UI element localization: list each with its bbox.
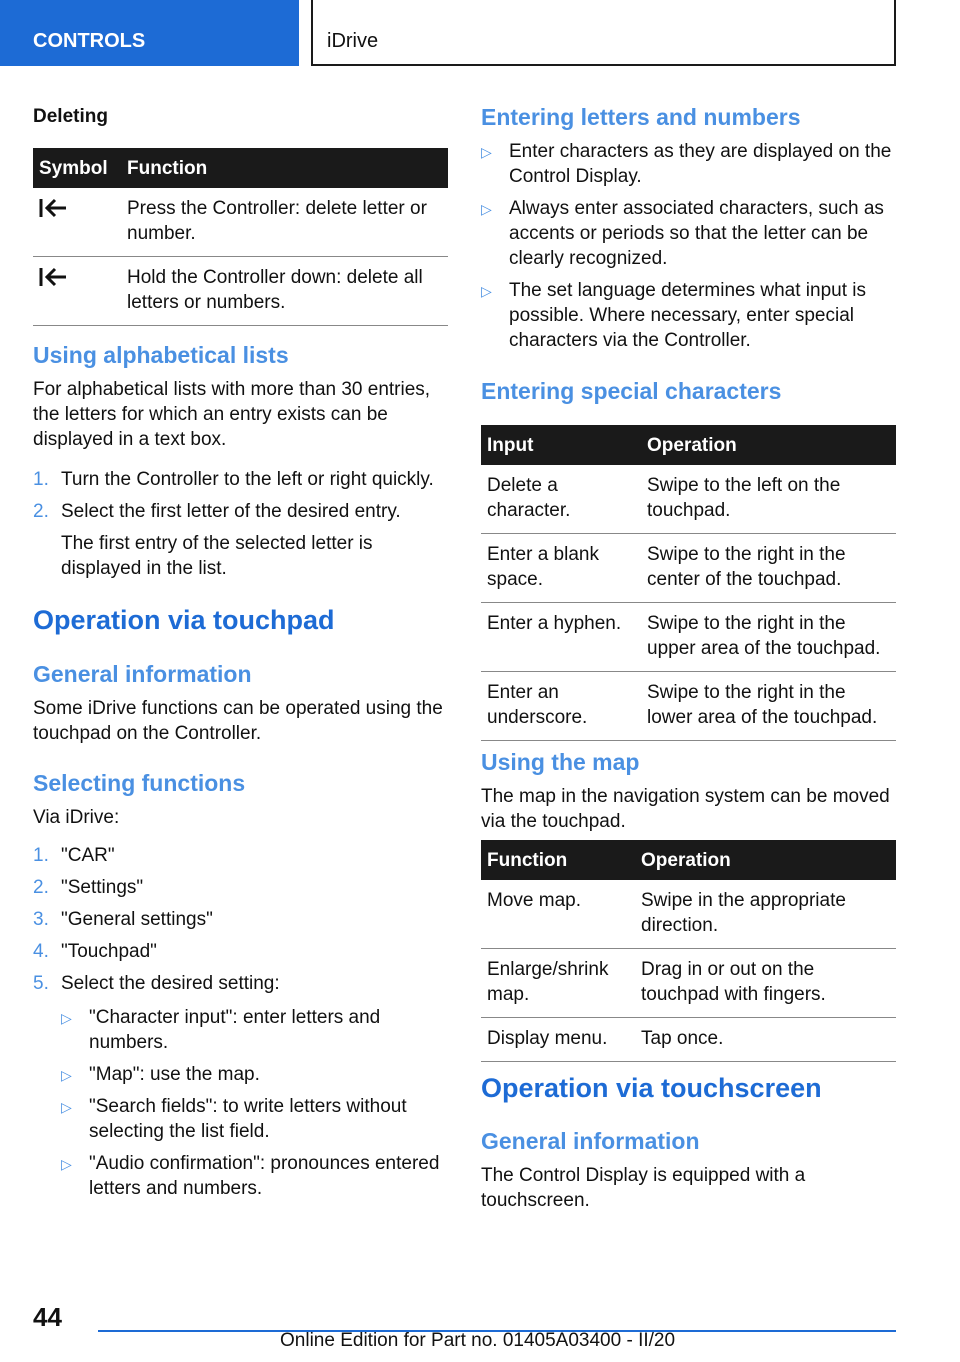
function-cell: Move map. — [481, 880, 635, 949]
list-item: ▷ Enter characters as they are displayed on the Control Display. — [481, 141, 892, 187]
delete-icon — [33, 188, 121, 257]
touchpad-general-text: Some iDrive functions can be operated using the touchpad on the Controller. — [33, 698, 443, 744]
column-header-input: Input — [481, 425, 641, 465]
delete-icon — [33, 257, 121, 326]
alphabetical-note: The first entry of the selected letter is displayed in the list. — [61, 533, 373, 579]
touchpad-heading: Operation via touchpad — [33, 605, 335, 635]
via-idrive-label: Via iDrive: — [33, 807, 120, 828]
column-header-operation: Operation — [635, 840, 896, 880]
list-item: ▷ "Search fields": to write letters without selecting the list field. — [61, 1096, 407, 1142]
operation-cell: Swipe to the left on the touchpad. — [641, 465, 896, 534]
touchpad-settings-list — [33, 1005, 448, 1201]
table-row — [481, 880, 896, 949]
input-cell: Enter a blank space. — [481, 534, 641, 603]
entering-letters-heading: Entering letters and numbers — [481, 104, 801, 130]
table-row — [33, 257, 448, 326]
table-row — [481, 603, 896, 672]
list-item: 1. "CAR" — [33, 845, 115, 866]
touchscreen-text: The Control Display is equipped with a touchscreen. — [481, 1165, 806, 1211]
section-tab: CONTROLS — [0, 0, 299, 66]
input-cell: Enter a hyphen. — [481, 603, 641, 672]
entering-letters-list — [481, 139, 896, 353]
operation-cell: Drag in or out on the touchpad with fingers. — [635, 949, 896, 1018]
list-item: 1. Turn the Controller to the left or right quickly. — [33, 469, 434, 490]
touchscreen-heading: Operation via touchscreen — [481, 1073, 822, 1103]
function-cell: Enlarge/shrink map. — [481, 949, 635, 1018]
list-item: ▷ Always enter associated characters, such as accents or periods so that the letter can be clearly recognized. — [481, 198, 884, 269]
column-header-symbol: Symbol — [33, 148, 121, 188]
operation-cell: Swipe in the appropriate direction. — [635, 880, 896, 949]
operation-cell: Swipe to the right in the upper area of the touchpad. — [641, 603, 896, 672]
list-item: 5. Select the desired setting: — [33, 973, 280, 994]
operation-cell: Tap once. — [635, 1018, 896, 1062]
list-item: 2. "Settings" — [33, 877, 144, 898]
list-item: ▷ "Map": use the map. — [61, 1062, 448, 1087]
deleting-label: Deleting — [33, 106, 108, 127]
function-cell: Press the Controller: delete letter or number. — [121, 188, 448, 257]
table-row — [481, 672, 896, 741]
operation-cell: Swipe to the right in the lower area of the touchpad. — [641, 672, 896, 741]
input-cell: Delete a character. — [481, 465, 641, 534]
touchpad-steps — [33, 843, 448, 996]
page-number: 44 — [33, 1302, 62, 1332]
alphabetical-lists-text: For alphabetical lists with more than 30 entries, the letters for which an entry exists can be displayed in a text box. — [33, 379, 431, 450]
selecting-functions-heading: Selecting functions — [33, 770, 246, 796]
triangle-bullet-icon: ▷ — [61, 1067, 72, 1083]
triangle-bullet-icon: ▷ — [61, 1010, 72, 1026]
footer-edition: Online Edition for Part no. 01405A03400 - II/20 — [280, 1330, 676, 1351]
input-cell: Enter an underscore. — [481, 672, 641, 741]
using-map-text: The map in the navigation system can be moved via the touchpad. — [481, 786, 890, 832]
column-header-function: Function — [481, 840, 635, 880]
special-characters-heading: Entering special characters — [481, 378, 782, 404]
column-header-operation: Operation — [641, 425, 896, 465]
touchpad-general-heading: General information — [33, 661, 252, 687]
operation-cell: Swipe to the right in the center of the touchpad. — [641, 534, 896, 603]
list-item: 2. Select the first letter of the desired entry. — [33, 501, 401, 522]
special-characters-table — [481, 425, 896, 741]
chapter-title: iDrive — [311, 0, 896, 66]
triangle-bullet-icon: ▷ — [481, 283, 492, 299]
function-cell: Display menu. — [481, 1018, 635, 1062]
list-item: ▷ "Audio confirmation": pronounces entered letters and numbers. — [61, 1153, 440, 1199]
alphabetical-lists-heading: Using alphabetical lists — [33, 342, 289, 368]
list-item: ▷ "Character input": enter letters and numbers. — [61, 1007, 381, 1053]
function-cell: Hold the Controller down: delete all letters or numbers. — [121, 257, 448, 326]
table-row — [481, 949, 896, 1018]
list-item: ▷ The set language determines what input is possible. Where necessary, enter special characters via the Controller. — [481, 280, 866, 351]
table-row — [481, 534, 896, 603]
triangle-bullet-icon: ▷ — [61, 1156, 72, 1172]
list-item: 4. "Touchpad" — [33, 941, 157, 962]
using-map-heading: Using the map — [481, 749, 640, 775]
list-item: 3. "General settings" — [33, 909, 213, 930]
alphabetical-steps — [33, 467, 448, 524]
touchscreen-general-heading: General information — [481, 1128, 700, 1154]
deleting-table — [33, 148, 448, 326]
triangle-bullet-icon: ▷ — [481, 144, 492, 160]
column-header-function: Function — [121, 148, 448, 188]
table-row — [481, 465, 896, 534]
table-row — [33, 188, 448, 257]
triangle-bullet-icon: ▷ — [61, 1099, 72, 1115]
triangle-bullet-icon: ▷ — [481, 201, 492, 217]
map-table — [481, 840, 896, 1062]
table-row — [481, 1018, 896, 1062]
